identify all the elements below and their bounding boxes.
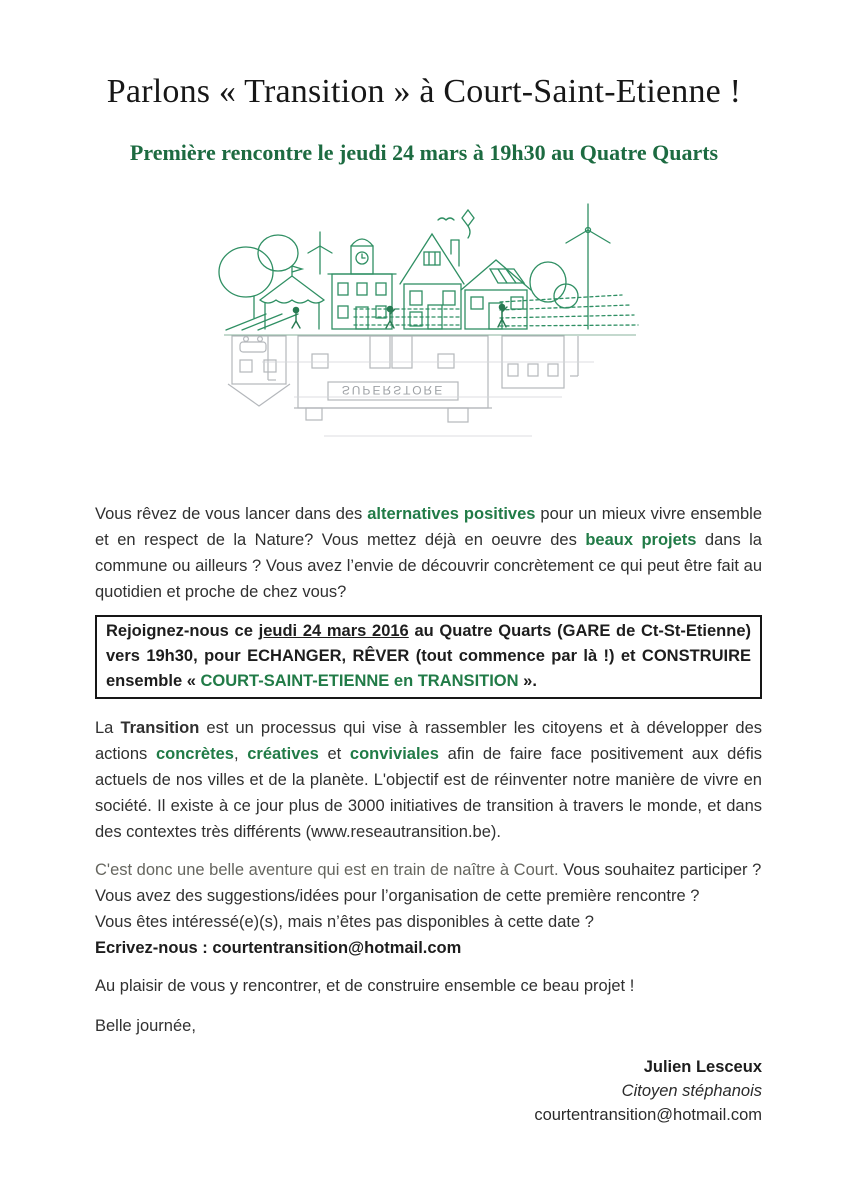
invitation-highlight: COURT-SAINT-ETIENNE en TRANSITION <box>200 672 519 690</box>
village-scene <box>219 204 638 330</box>
people-figures <box>292 304 507 328</box>
tall-house-icon <box>400 234 464 329</box>
transition-run: La <box>95 719 121 737</box>
garden-rows <box>354 295 638 326</box>
transition-highlight: créatives <box>247 745 319 763</box>
question-gray-text: C'est donc une belle aventure qui est en train de naître à Court. <box>95 861 559 879</box>
subtitle <box>40 138 808 168</box>
question-line <box>95 857 762 883</box>
invitation-run: ». <box>518 672 537 690</box>
intro-highlight: beaux projets <box>585 531 697 549</box>
invitation-run: Rejoignez-nous ce <box>106 622 259 640</box>
transition-highlight: concrètes <box>155 745 234 763</box>
invitation-date: jeudi 24 mars 2016 <box>258 622 409 640</box>
water-ripples <box>262 362 594 436</box>
transition-bold: Transition <box>120 719 200 737</box>
tree-icon <box>219 247 273 297</box>
document-body <box>95 501 762 1127</box>
kite-icon <box>462 210 474 238</box>
contact-email-line: Ecrivez-nous : courtentransition@hotmail.com <box>95 939 462 957</box>
intro-highlight: alternatives positives <box>367 505 536 523</box>
question-line: Vous êtes intéressé(e)(s), mais n’êtes pas disponibles à cette date ? <box>95 913 594 931</box>
page-title: Parlons « Transition » à Court-Saint-Etienne ! <box>106 73 742 110</box>
transition-paragraph <box>95 715 762 845</box>
signature-block <box>95 1055 762 1127</box>
transition-run: afin de faire face positivement aux défis actuels de nos villes et de la planète. L'objectif est de réinventer notre manière de vivre en société. Il existe à ce jour plus de 3000 initiatives de transition à travers le monde, et dans des contextes très différents (www.reseautransition.be). <box>95 745 763 841</box>
wind-turbine-icon <box>566 204 610 329</box>
invitation-box <box>95 615 762 699</box>
transition-run: et <box>318 745 350 763</box>
question-text: Vous souhaitez participer ? <box>558 861 762 879</box>
intro-run: dans la commune ou ailleurs ? Vous avez l’envie de découvrir concrètement ce qui peut être fait au quotidien et proche de chez vous? <box>95 531 762 601</box>
superstore-reflection <box>228 336 578 422</box>
superstore-sign-text: SUPERSTORE <box>341 383 444 397</box>
transition-highlight: conviviales <box>349 745 439 763</box>
clock-tower-building-icon <box>328 239 396 329</box>
signature-email: courtentransition@hotmail.com <box>534 1106 762 1124</box>
questions-block <box>95 857 762 961</box>
village-illustration <box>202 190 647 485</box>
village-transition-drawing <box>202 190 647 480</box>
intro-paragraph <box>95 501 762 605</box>
transition-run: est un processus qui vise à rassembler les citoyens et à développer des actions <box>95 719 762 763</box>
subtitle-post: à 19h30 au Quatre Quarts <box>467 140 719 165</box>
solar-house-icon <box>461 260 531 329</box>
intro-run: pour un mieux vivre ensemble et en respect de la Nature? Vous mettez déjà en oeuvre des <box>95 505 762 549</box>
invitation-run: au Quatre Quarts (GARE de Ct-St-Etienne) vers 19h30, pour ECHANGER, RÊVER (tout commence par là !) et CONSTRUIRE ensemble « <box>106 622 751 690</box>
tree-icon <box>530 262 566 302</box>
intro-run: Vous rêvez de vous lancer dans des <box>95 505 368 523</box>
question-line: Vous avez des suggestions/idées pour l’organisation de cette première rencontre ? <box>95 887 700 905</box>
signature-role: Citoyen stéphanois <box>621 1082 762 1100</box>
reflection-parking <box>240 336 578 380</box>
transition-run: , <box>233 745 248 763</box>
small-wind-turbine-icon <box>308 232 332 274</box>
bird-icon <box>438 218 454 220</box>
farewell-line: Belle journée, <box>95 1017 196 1035</box>
subtitle-pre: Première rencontre le <box>129 140 339 165</box>
signature-name: Julien Lesceux <box>643 1058 762 1076</box>
subtitle-date: jeudi 24 mars <box>339 140 468 165</box>
closing-paragraph: Au plaisir de vous y rencontrer, et de construire ensemble ce beau projet ! <box>95 977 635 995</box>
